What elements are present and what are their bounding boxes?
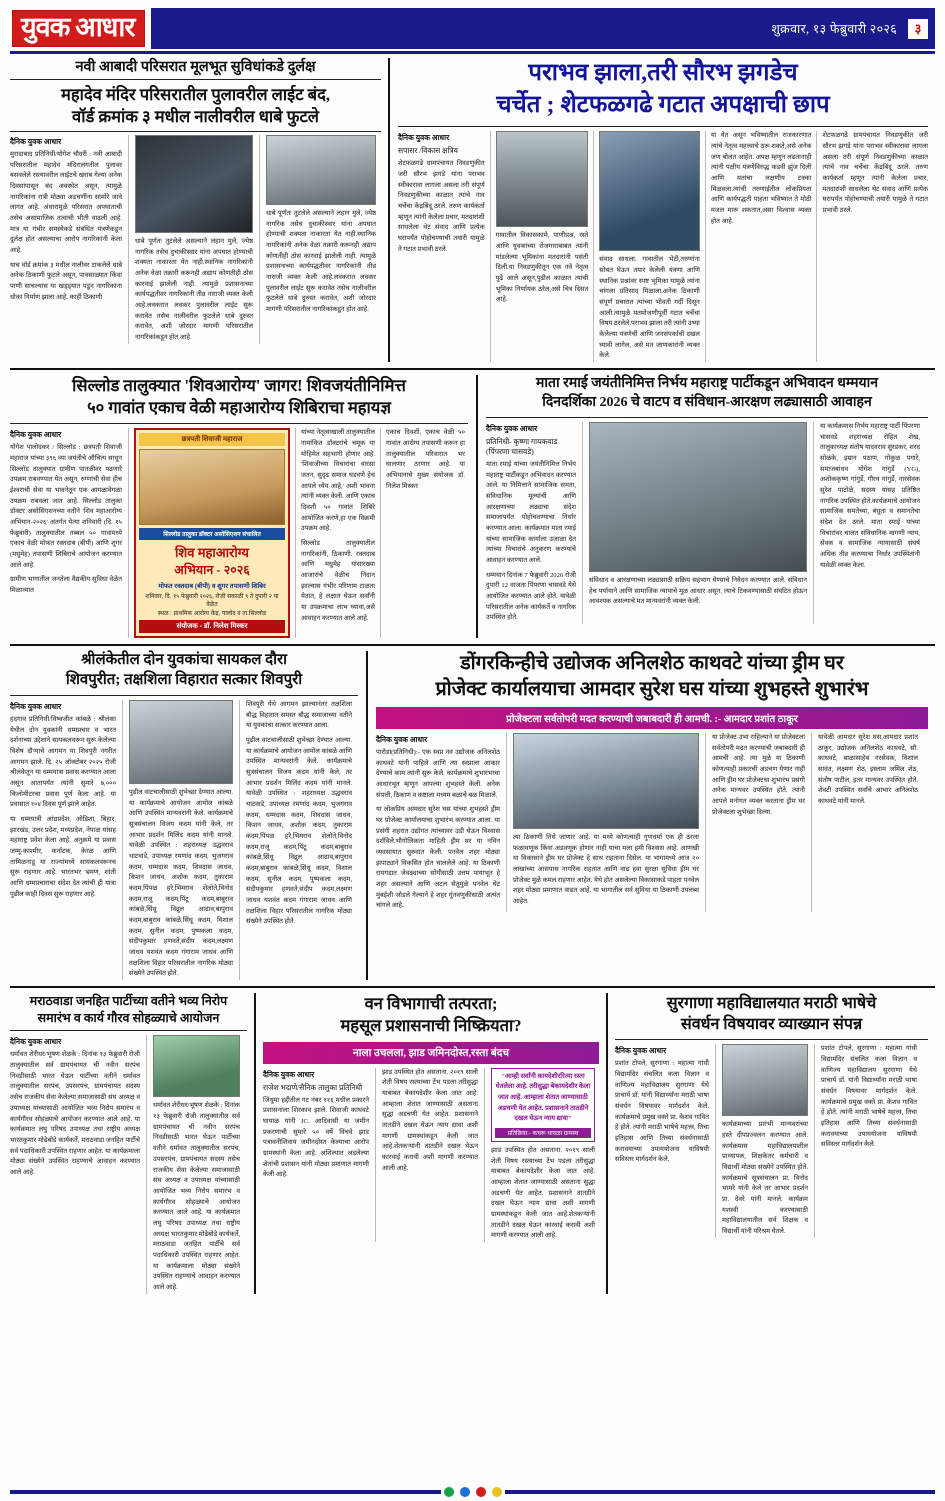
body-col-1: मुरादाबाद प्रतिनिधी/योगेश चौदरी : नवी आबादी परिसरातील महादेव मंदिरालगतील पुलावर बसवलेले रस्त्यावरील लाईटचे खराब गेल्या अनेक दिवसांपासून बंद अवस्थेत असून, त्यामुळे नागरिकांना रात्री मोठ्या अडचणींना सामोरे जावे लागत आहे. अंधारामुळे परिसरात अपघाताची तसेच असामाजिक तत्वांची भीती वाढली आहे. मात्र या गंभीर समस्येकडे संबंधित यंत्रणेकडून दुर्लक्ष होत असल्याचा आरोप नागरिकांनी केला आहे. xyxy=(10,151,122,255)
cycle-body xyxy=(10,700,358,980)
byline: दैनिक युवक आधार xyxy=(10,137,62,146)
byline: दैनिक युवक आधार xyxy=(486,423,538,433)
cycle-col-3: शिवपुरी येथे आगमन झाल्यानंतर तक्षशिला बौद्ध विहारात समस्त बौद्ध समाजाच्या वतीने या युवकांचा सत्कार करण्यात आला. xyxy=(246,700,352,730)
poster-title-1: शिव महाआरोग्य xyxy=(175,545,249,561)
poster-line-3: स्थळ : प्राथमिक आरोग्य केंद्र, पालोद व ता.सिल्लोड xyxy=(157,611,267,618)
shivarogya-col-2b: सिल्लोड तालुक्यातील नागरिकांनी, ठिकाणी. रक्तदाब आणि मधुमेह यांसारख्या आजारांचे वेळीच निदान झाल्यास गंभीर परिणाम टाळता येतात, हे लक्षात घेऊन सर्वांनी या उपक्रमाचा लाभ घ्यावा,असे आवाहन करण्यात आले आहे. xyxy=(301,540,375,622)
byline: दैनिक युवक आधार xyxy=(10,430,62,440)
cycle-headline-line1: श्रीलंकेतील दोन युवकांचा सायकल दौरा xyxy=(80,652,288,669)
surgana-photo-lecture xyxy=(722,1044,808,1116)
color-dot-green xyxy=(444,1487,454,1497)
shivarogya-headline-line1: सिल्लोड तालुक्यात 'शिवआरोग्य' जागर! शिवजयंतीनिमित्त xyxy=(72,376,406,396)
marathwada-headline-line1: मराठवाडा जनहित पार्टीच्या वतीने भव्य निरोप xyxy=(29,993,228,1008)
poster-line-1: मोफत रक्तदाब (बीपी) व शुगर तपासणी शिबिर xyxy=(158,583,266,591)
article-shivarogya xyxy=(10,375,476,638)
shivarogya-headline-line2: ५० गावांत एकाच वेळी महाआरोग्य शिबिराचा महायज्ञ xyxy=(87,398,391,418)
poster-ribbon: सिल्लोड तालुका डॉक्टर असोसिएशन संचालित xyxy=(139,528,285,540)
ramai-body xyxy=(486,422,928,624)
marathwada-headline-line2: समारंभ व कार्य गौरव सोहळ्याचे आयोजन xyxy=(37,1010,220,1025)
cycle-photo-ceremony xyxy=(129,700,233,784)
ramai-photo-group xyxy=(589,422,807,572)
second-section xyxy=(10,368,935,638)
article-dream-home xyxy=(366,651,928,980)
surgana-col-1: प्रशांत टोपले, सुरगाणा : महात्मा गांधी विद्यामंदिर संचलित कला विज्ञान व वाणिज्य महाविद्यालय सुरगाणा येथे प्राचार्य डॉ. यांनी विद्यार्थ्यांना मराठी भाषा संवर्धन विषयावर मार्गदर्शन केले. कार्यक्रमाचे प्रमुख वक्ते प्रा. केशव गावित हे होते. त्यांनी मराठी भाषेचे महत्त्व, तिचा इतिहास आणि तिच्या संवर्धनासाठी करावयाच्या उपाययोजना याविषयी सविस्तर मार्गदर्शन केले. xyxy=(615,1060,709,1164)
ramai-col-3: या कार्यक्रमास निर्भय महाराष्ट्र पार्टी पिंपरणा चासवडे शहराध्यक्ष रोहित शेख, तालुकाध्यक्ष संतोष यादवराव सुरडकर, शरद सोळंके, इम्रान पठाण, गोकुळ पगारे, समाजबांधव योगेश गांगुर्डे (YG), अशोककृष्ण गांगुर्डे, गौरव गांगुर्डे, नारसेवक सुरेश पाटोळे, सदस्य यांसह प्रतिष्ठित नागरिक उपस्थित होते.कार्यक्रमाचे आयोजन सामाजिक समतेच्या, बंधुता व समानतेचा संदेश देत ठरले. माता रमाई यांच्या विचारांवर चालत संविधानिक मागणी न्याय, सेवक व सामाजिक न्यायासाठी संघर्ष अधिक तीव्र करण्याचा निर्धार उपस्थितांनी यावेळी व्यक्त केला. xyxy=(820,422,920,569)
article-marathwada xyxy=(10,993,254,1294)
forest-banner: नाला उचलला, झाड जमिनदोस्त,रस्ता बंदच xyxy=(263,1042,599,1064)
color-dot-red xyxy=(476,1487,486,1497)
body-col-1b: याच वॉर्ड क्रमांक ३ मधील नालीवर टाकलेले धाबे अनेक ठिकाणी फुटले असून, पावसाळ्यात किंवा पाणी साचल्यास या खड्ड्यात पडून नागरिकांना धोका निर्माण झाला आहे. काही ठिकाणी xyxy=(10,261,122,301)
dreamhome-banner: प्रोजेक्टला सर्वतोपरी मदत करण्याची जबाबदारी ही आमची. :- आमदार प्रशांत ठाकूर xyxy=(376,707,928,729)
poster-organizer: संयोजक - डॉ. निलेश मिस्कर xyxy=(139,620,285,633)
forest-body xyxy=(263,1068,599,1242)
sub-byline: राजेश भदाणे/सैनिक तालुका प्रतिनिधी xyxy=(263,1082,363,1092)
article-forest xyxy=(254,993,606,1294)
shivarogya-poster xyxy=(128,428,296,638)
dreamhome-col-4: यावेळी आमदार सुरेश घस,आमदार प्रशांत ठाकूर, उद्योजक अनिलशेठ काथवटे, सौ. काथवटे, बाळासाहेब नरसेवक, विशाल सावंत, लक्ष्मण शेठ, इस्लाम जमिल शेठ, संतोष पाटील, इतर मान्यवर उपस्थित होते. शेवटी उपस्थित सर्वांचे आभार अनिलशेठ काथवटे यांनी मानले. xyxy=(818,733,918,805)
byline: दैनिक युवक आधार xyxy=(263,1069,315,1079)
surgana-body xyxy=(615,1044,928,1237)
poster-portrait xyxy=(139,449,285,525)
dreamhome-headline-line2: प्रोजेक्ट कार्यालयाचा आमदार सुरेश घस यांच्या शुभहस्ते शुभारंभ xyxy=(435,678,869,700)
saurabh-body xyxy=(398,131,928,362)
forest-quote-box xyxy=(491,1068,595,1142)
byline: दैनिक युवक आधार xyxy=(615,1046,667,1056)
article-surgana xyxy=(606,993,928,1294)
cycle-col-1b: या धम्मयात्री आंध्रप्रदेश, ओडिशा, बिहार, झारखंड, उत्तर प्रदेश, मध्यप्रदेश, नेपाळ यांसह महाराष्ट्र प्रवेश केला आहे. अनुक्रमे या प्रवास जम्मू-काश्मीर, कर्नाटक, केरळ आणि तामिळनाडू या राज्यांमध्ये सायकलवरूनच सुरू राहणार आहे. भारतभर भ्रमण, शांती आणि धम्मप्रचाराचा संदेश देत त्यांची ही यात्रा पुढील काही दिवस सुरू राहणार आहे. xyxy=(10,815,116,898)
article-ramai xyxy=(476,375,928,638)
cycle-col-1: हदगाव प्रतिनिधी/विष्वजीत कांबळे : श्रीलंका येथील दोन युवकांनी धम्मप्रचार व भारत दर्शनाच्या उद्देशाने सायकलवरून सुरू केलेल्या विशेष दौऱ्याचे आगमन या शिवपुरी नगरीत आगमन झाले. दि. २५ ऑक्टोबर २०२५ रोजी श्रीलंकेतून या धम्मयात्रा प्रवास करण्यात आला असून आतापर्यंत त्यांनी सुमारे ७,००० किलोमीटरचा प्रवास पूर्ण केला आहे. या प्रवासात १०४ दिवस पूर्ण झाले आहेत. xyxy=(10,715,116,809)
shivarogya-col-3: एकाच दिवशी, एकाच वेळी ५० गावांत आरोग्य तपासणी करून हा तालुक्यातील परिवारात भर घालणार ठरणार आहे. या अभियानाचे मुख्य संयोजक डॉ. निलेश मिस्कर xyxy=(386,429,465,490)
article-photo-drain xyxy=(266,135,376,205)
saurabh-col-5: शेटफळगढे ग्रामपंचायत निवडणुकीत जरी सौरभ झगडे यांना पराभव स्वीकारावा लागला असला तरी संपूर्ण निवडणुकीच्या काळात त्यांचे नाव चर्चेचा केंद्रबिंदू ठरले. तरुण कार्यकर्ता म्हणून त्यांनी केलेला प्रचार, मतदारांशी साधलेला थेट संवाद आणि प्रत्येक घरापर्यंत पोहोचण्याची तयारी यामुळे ते गटात प्रभावी ठरले. xyxy=(822,132,929,215)
body-col-2: धाबे पूर्णतः तुटलेले असल्याने लहान मुले, ज्येष्ठ नागरिक तसेच दुचाकीस्वार यांना अपघात होण्याची शक्यता नाकारता येत नाही.स्थानिक नागरिकांनी अनेक वेळा तक्रारी करूनही अद्याप कोणतीही ठोस कारवाई झालेली नाही. त्यामुळे प्रशासनाच्या कार्यपद्धतीवर नागरिकांनी तीव्र नाराजी व्यक्त केली आहे.लवकरात लवकर पुलावरील लाईट सुरू करावेत तसेच नालीवरील फुटलेले धाबे दुरुस्त करावेत, अशी जोरदार मागणी परिसरातील नागरिकांकडून होत आहे. xyxy=(135,238,253,342)
marathwada-col-1: धर्मावत शेरीधर/भूषण शेळके : दिनांक १३ फेब्रुवारी रोजी तालुक्यातील सर्व ग्रामपंचायत ची नवीन सरपंच निवडीसाठी भारत घेऊन पार्टीच्या वतीने धर्मावत तालुक्यातील सरपंच, उपसरपंच, ग्रामपंचायत सदस्य तसेच राजकीय सेवा केलेल्या समाजासाठी संघ अध्यक्ष व उपाध्यक्ष यांच्यासाठी आयोजित भव्य निरोप समारंभ व कार्यगौरव सोहळ्याचे आयोजन करण्यात आले आहे. या कार्यक्रमात लघु परिषद उपाध्यक्ष तथा राष्ट्रीय अध्यक्ष भारतकुमार मोढेबोडे कार्यकर्ते, मराठवाडा जनहित पार्टीचे सर्व पदाधिकारी उपस्थित राहणार आहेत. या कार्यक्रमाला मोठ्या संख्येने उपस्थित राहण्याचे आवाहन करण्यात आले आहे. xyxy=(10,1051,140,1176)
forest-headline-line1: वन विभागाची तत्परता; xyxy=(364,993,498,1013)
saurabh-col-3: संवाद साधला. गावातील भेटी,तरुणांना सोबत घेऊन तयार केलेली यंत्रणा आणि स्थानिक प्रश्नांवर स्पष्ट भूमिका यामुळे त्यांना चांगला प्रतिसाद मिळाला.अनेक ठिकाणी संपूर्ण प्रचारात त्यांच्या भोवती गर्दी दिसून आली.त्यामुळे मतमोजणीपूर्वी गटात चर्चेचा विषय ठरलेले.पराभव झाला तरी त्यांनी उभ्या केलेल्या यंत्रणेची आणि जनसंपर्काची दखल घ्यावी लागेल, असे मत जाणकारांनी व्यक्त केले. xyxy=(599,256,700,360)
article-kicker: नवी आबादी परिसरात मूलभूत सुविधांकडे दुर्लक्ष xyxy=(10,58,381,80)
forest-col-2: झाड उपस्थित होत असताना. २०१९ साली शेती विषय रस्त्याच्या टेंभ पडला तरीसुद्धा याबाबत बेकायदेशीर केला जात आहे. आम्हाला शेतात जाण्यासाठी असताना सुद्धा अडचणी येत आहेत. प्रशासनाने तातडीने दखल घेऊन न्याय द्यावा अशी मागणी ग्रामस्थांकडून केली जात आहे.शेतकऱ्यांनी तातडीने दखल घेऊन कारवाई करावी अशी मागणी करण्यात आली आहे. xyxy=(382,1068,478,1172)
dreamhome-col-2: त्या ठिकाणी तिथे जाणार आहे. या मध्ये कोणत्याही गुणधर्मा एक ही ठरला फळावणूक किंवा अडवणूक होणार नाही याचा मला हमी विश्वास आहे. आणखी या विकासाने ड्रीम घर प्रोजेक्ट हे साथ राहताना दिसेल. या भागामध्ये आज २० लाखांच्या आसपास नागरिक राहतात आणि वाढ हवा सुरक्षा सुविधा ड्रीम घर प्रोजेक्ट मुळे कमल राहणार आहेत. येथे होत असलेल्या विकासाकडे पाहता पनवेल शहर मोठ्या प्रमाणात वाढत आहे. या भागातील सर्व सुविधा या ठिकाणी उपलब्ध आहेत. xyxy=(513,833,699,905)
shivarogya-col-1: योगेश पालोदकर / सिल्लोड : छत्रपती शिवाजी महाराज यांच्या ३९६ व्या जयंतीचे औचित्य साधून सिल्लोड तालुक्यात ग्रामीण पातळीवर पढणारे उपक्रम राबवण्यात येत असून, रुग्णांची सेवा हीच ईश्वराची सेवा या भावनेतून एक आगळावेगळा उपक्रम राबवला जात आहे. सिल्लोड तालुका डॉक्टर असोसिएशनच्या वतीने 'शिव महाआरोग्य अभियान-२०२६' अंतर्गत येत्या शनिवारी (दि. १५ फेब्रुवारी) तालुक्यातील तब्बल ५० गावांमध्ये एकाच वेळी मोफत रक्तदाब (बीपी) आणि शुगर (मधुमेह) तपासणी शिबिराचे आयोजन करण्यात आले आहे. xyxy=(10,444,122,569)
article-saurabh xyxy=(388,58,928,362)
article-cycle-tour xyxy=(10,651,366,980)
forest-headline-line2: महसूल प्रशासनाची निष्क्रियता? xyxy=(340,1015,522,1035)
surgana-headline-line1: सुरगाणा महाविद्यालयात मराठी भाषेचे xyxy=(666,994,877,1012)
ramai-headline-line1: माता रमाई जयंतीनिमित्त निर्भय महाराष्ट्र पार्टीकडून अभिवादन धम्मयान xyxy=(536,376,878,392)
sub-byline: प्रतिनिधी- कृष्णा गायकवाड (पिंपरणा चासवडे) xyxy=(486,436,558,456)
article-photo-night-road xyxy=(135,135,253,233)
marathwada-body xyxy=(10,1035,247,1293)
saurabh-photo-rally xyxy=(496,131,589,227)
saurabh-col-2: गावातील विकासकामे, पाणीप्रश्न, रस्ते आणि युवकांच्या रोजगाराबाबत त्यांनी मांडलेल्या भूमिकांना मतदारांनी पसंती दिली.या निवडणुकीतून एक नवे नेतृत्व पुढे आले असून,पुढील काळात त्यांची भूमिका निर्णायक ठरेल,असे चित्र दिसत आहे. xyxy=(495,232,589,304)
poster-title-2: अभियान - २०२६ xyxy=(174,563,250,578)
saurabh-headline-line2: चर्चेत ; शेटफळगढे गटात अपक्षाची छाप xyxy=(496,91,830,118)
article-headline-line1: महादेव मंदिर परिसरातील पुलावरील लाईट बंद, xyxy=(61,85,330,105)
saurabh-photo-portrait xyxy=(599,131,700,251)
masthead xyxy=(10,8,935,54)
ramai-col-1b: धम्मयान दिनांक 7 फेब्रुवारी 2026 रोजी दुपारी 12 वाजता पिंपरणा चासवडे येथे आयोजित करण्यात आले होते. यावेळी परिसरातील अनेक कार्यकर्ते व नागरिक उपस्थित होते. xyxy=(486,571,576,622)
surgana-col-2: कार्यक्रमाच्या प्रारंभी मान्यवरांच्या हस्ते दीपप्रज्वलन करण्यात आले. कार्यक्रमास महाविद्यालयातील प्राध्यापक, शिक्षकेतर कर्मचारी व विद्यार्थी मोठ्या संख्येने उपस्थित होते. कार्यक्रमाचे सूत्रसंचालन प्रा. विनोद भामरे यांनी केले तर आभार प्रदर्शन प्रा. देवरे यांनी मानले. कार्यक्रम यशस्वी करण्यासाठी महाविद्यालयातील सर्व शिक्षक व विद्यार्थी यांनी परिश्रम घेतले. xyxy=(722,1121,808,1235)
poster-line-2: शनिवार, दि. १५ फेब्रुवारी २०२६, रोजी सकाळी ९ ते दुपारी २ या वेळेत xyxy=(145,594,279,609)
forest-quote: "आम्ही सर्वांनी कायदेशीररित्या रस्ता घेतलेला आहे. तरीसुद्धा बेकायदेशीर केला जात आहे. आम्हाला शेतात जाण्यासाठी अडचणी येत आहेत. प्रशासनाने तातडीने दखल घेऊन न्याय द्यावा" xyxy=(495,1072,591,1123)
dreamhome-photo-inauguration xyxy=(513,733,699,829)
marathwada-col-2: धर्मावत शेरीधर/भूषण शेळके : दिनांक १३ फेब्रुवारी रोजी तालुक्यातील सर्व ग्रामपंचायत ची नवीन सरपंच निवडीसाठी भारत घेऊन पार्टीच्या वतीने धर्मावत तालुक्यातील सरपंच, उपसरपंच, ग्रामपंचायत सदस्य तसेच राजकीय सेवा केलेल्या समाजासाठी संघ अध्यक्ष व उपाध्यक्ष यांच्यासाठी आयोजित भव्य निरोप समारंभ व कार्यगौरव सोहळ्याचे आयोजन करण्यात आले आहे. या कार्यक्रमात लघु परिषद उपाध्यक्ष तथा राष्ट्रीय अध्यक्ष भारतकुमार मोढेबोडे कार्यकर्ते, मराठवाडा जनहित पार्टीचे सर्व पदाधिकारी उपस्थित राहणार आहेत. या कार्यक्रमाला मोठ्या संख्येने उपस्थित राहण्याचे आवाहन करण्यात आले आहे. xyxy=(153,1102,240,1291)
footer-color-bar xyxy=(10,1487,935,1497)
masthead-strip xyxy=(151,8,935,49)
third-section xyxy=(10,644,935,980)
color-dot-yellow xyxy=(492,1487,502,1497)
ramai-headline-line2: दिनदर्शिका 2026 चे वाटप व संविधान-आरक्षण लढ्यासाठी आवाहन xyxy=(542,394,872,410)
saurabh-headline-line1: पराभव झाला,तरी सौरभ झगडेच xyxy=(528,60,798,86)
dreamhome-sub-byline: पारोडा(प्रतिनिधी):- एक स्वप्न नव उद्योजक अनिलशेठ काथवटे यांनी पाहिले आणि त्या स्वप्नाला आकार देण्याचे काम त्यांनी सुरू केले. कार्यक्रमाचे शुभारंभाचा आधारभूत म्हणून आपल्या शुभहस्ते केली. अनेक संपत्ती, ठिकाण व कष्टाला मध्यम बळाचे बळ मिळाले. xyxy=(376,748,500,799)
cycle-col-2: पुढील वाटचालीसाठी शुभेच्छा देण्यात आल्या. या कार्यक्रमाचे आयोजन आमोल कांबळे आणि उपस्थित मान्यवरांनी केले. कार्यक्रमाचे सुत्रसंचालन विजय कदम यांनी केले, तर आभार प्रदर्शन मिलिंद कदम यांनी मानले. यावेळी उपस्थित : शहराध्यक्ष उद्धवराव थाटवाडे, उपाध्यक्ष रमणांद कदम, भुजगराव कदम, धम्मदास कदम, शिवदास जाधव, किशन जाधव, अशोक कदम, तुकाराम कदम,पिंपळ हरे,भिमराव शेलोते,विनोद कदम,राजू कदम,पिंटू कदम,बाबुराव कांबळे,सिंधू विद्रुल आढाव,बापुराव कदम,बाबुराव कांबळे,सिंधू कदम, विशाल कदम, सुनील कदम, पुष्पकला कदम, संदीपकुमार हणवते,संदीप कदम,लक्ष्मण जाधव यशवंत कदम गंगाराम जाधव आणि तक्षशिला विहार परिसरातील नागरिक मोठ्या संख्येने उपस्थित होते. xyxy=(129,788,233,978)
article-body xyxy=(10,135,381,344)
byline: दैनिक युवक आधार xyxy=(398,133,450,143)
byline: दैनिक युवक आधार xyxy=(10,701,62,711)
saurabh-col-4: या येत असून भविष्यातील राजकारणात त्यांचे नेतृत्व महत्त्वाचे ठरू शकते,असे अनेक जण बोलत आहेत. अपक्ष म्हणून लढतानाही त्यांनी पक्षीय यंत्रणेविरुद्ध कडवी झुंज दिली आणि मतांचा लक्षणीय टक्का मिळवला.त्यांची तरुणाईतील लोकप्रियता आणि कार्यपद्धती पाहता भविष्यात ते मोठी मजल मारू शकतात,असा विश्वास व्यक्त होत आहे. xyxy=(710,132,812,225)
forest-col-3: झाड उपस्थित होत असताना. २०१९ साली शेती विषय रस्त्याच्या टेंभ पडला तरीसुद्धा याबाबत बेकायदेशीर केला जात आहे. आम्हाला शेतात जाण्यासाठी असताना सुद्धा अडचणी येत आहेत. प्रशासनाने तातडीने दखल घेऊन न्याय द्यावा अशी मागणी ग्रामस्थांकडून केली जात आहे.शेतकऱ्यांनी तातडीने दखल घेऊन कारवाई करावी अशी मागणी करण्यात आली आहे. xyxy=(491,1146,595,1240)
shivarogya-col-1b: ग्रामीण भागातील जनतेला वैद्यकीय सुविधा वेळेत मिळाव्यात xyxy=(10,576,122,595)
newspaper-logo xyxy=(10,8,151,49)
surgana-col-3: प्रशांत टोपले, सुरगाणा : महात्मा गांधी विद्यामंदिर संचलित कला विज्ञान व वाणिज्य महाविद्यालय सुरगाणा येथे प्राचार्य डॉ. यांनी विद्यार्थ्यांना मराठी भाषा संवर्धन विषयावर मार्गदर्शन केले. कार्यक्रमाचे प्रमुख वक्ते प्रा. केशव गावित हे होते. त्यांनी मराठी भाषेचे महत्त्व, तिचा इतिहास आणि तिच्या संवर्धनासाठी करावयाच्या उपाययोजना याविषयी सविस्तर मार्गदर्शन केले. xyxy=(821,1045,917,1149)
ramai-col-1: माता रमाई यांच्या जयंतीनिमित्त निर्भय महाराष्ट्र पार्टीकडून अभिवादन करण्यात आले. या निमित्ताने सामाजिक समता, संविधानिक मूल्यांची आणि आरक्षणाच्या लढ्याचा संदेश समाजापर्यंत पोहोचवण्याचा निर्धार करण्यात आला. कार्यक्रमात माता रमाई यांच्या सामाजिक कार्याला उजाळा देत त्यांच्या विचारांचे अनुकरण करण्याचे आवाहन करण्यात आले. xyxy=(486,460,576,564)
ramai-col-2: संविधान व आरक्षणाच्या लढ्यासाठी सक्रिय सहभाग घेण्याचे निवेदन करण्यात आले. संविधान हेच पर्यायाने आणि सामाजिक न्यायाचे मूळ आधार असून, त्याचे टिकवण्यासाठी संघटित होऊन आवश्यक असल्याचे मत मान्यवरांनी व्यक्त केली. xyxy=(589,576,807,606)
publication-date: शुक्रवार, १३ फेब्रुवारी २०२६ xyxy=(771,22,897,36)
fourth-section xyxy=(10,986,935,1294)
page-number: ३ xyxy=(907,18,929,40)
body-col-3: धाबे पूर्णतः तुटलेले असल्याने लहान मुले, ज्येष्ठ नागरिक तसेच दुचाकीस्वार यांना अपघात होण्याची शक्यता नाकारता येत नाही.स्थानिक नागरिकांनी अनेक वेळा तक्रारी करूनही अद्याप कोणतीही ठोस कारवाई झालेली नाही. त्यामुळे प्रशासनाच्या कार्यपद्धतीवर नागरिकांनी तीव्र नाराजी व्यक्त केली आहे.लवकरात लवकर पुलावरील लाईट सुरू करावेत तसेच नालीवरील फुटलेले धाबे दुरुस्त करावेत, अशी जोरदार मागणी परिसरातील नागरिकांकडून होत आहे. xyxy=(266,210,376,314)
marathwada-photo-portrait xyxy=(153,1035,240,1097)
byline: दैनिक युवक आधार xyxy=(10,1037,62,1047)
poster-top-label: छत्रपती शिवाजी महाराज xyxy=(139,433,285,446)
cycle-headline-line2: शिवपुरीत; तक्षशिला विहारात सत्कार शिवपुरी xyxy=(65,672,303,689)
byline: दैनिक युवक आधार xyxy=(376,734,428,744)
cycle-col-3b: पुढील वाटचालीसाठी शुभेच्छा देण्यात आल्या. या कार्यक्रमाचे आयोजन आमोल कांबळे आणि उपस्थित मान्यवरांनी केले. कार्यक्रमाचे सुत्रसंचालन विजय कदम यांनी केले, तर आभार प्रदर्शन मिलिंद कदम यांनी मानले. यावेळी उपस्थित : शहराध्यक्ष उद्धवराव थाटवाडे, उपाध्यक्ष रमणांद कदम, भुजगराव कदम, धम्मदास कदम, शिवदास जाधव, किशन जाधव, अशोक कदम, तुकाराम कदम,पिंपळ हरे,भिमराव शेलोते,विनोद कदम,राजू कदम,पिंटू कदम,बाबुराव कांबळे,सिंधू विद्रुल आढाव,बापुराव कदम,बाबुराव कांबळे,सिंधू कदम, विशाल कदम, सुनील कदम, पुष्पकला कदम, संदीपकुमार हणवते,संदीप कदम,लक्ष्मण जाधव यशवंत कदम गंगाराम जाधव आणि तक्षशिला विहार परिसरातील नागरिक मोठ्या संख्येने उपस्थित होते. xyxy=(246,736,352,926)
top-section xyxy=(10,58,935,362)
article-streetlight xyxy=(10,58,388,362)
saurabh-col-1: शेटफळगढे ग्रामपंचायत निवडणुकीत जरी सौरभ झगडे यांना पराभव स्वीकारावा लागला असला तरी संपूर्ण निवडणुकीच्या काळात त्यांचे नाव चर्चेचा केंद्रबिंदू ठरले. तरुण कार्यकर्ता म्हणून त्यांनी केलेला प्रचार, मतदारांशी साधलेला थेट संवाद आणि प्रत्येक घरापर्यंत पोहोचण्याची तयारी यामुळे ते गटात प्रभावी ठरले. xyxy=(398,160,485,253)
dreamhome-col-1: या लोकप्रिय आमदार सुरेश घस यांच्या शुभहस्ते ड्रीम घर प्रोजेक्ट कार्यालयाचा शुभारंभ करण्यात आला. या प्रसंगी शहरात उद्योगत त्यांच्यावर उडी घेऊन विश्वास दर्शविले.भौगोलिकता माहिती ड्रीम घर या नविन व्यवसायात सुरुवात केली. पनवेल शहर मोठ्या झपाट्याने विकसित होत चाललेले आहे. या ठिकाणी रायगडात जेवढ्याच्या सोयीसाठी उत्तम पायाभूत हे शहर असल्याने आणि अटल सेतूमुळे पनवेल थेट मुंबईशी जोडले गेल्याने हे शहर गुंतवणुकीसाठी अत्यंत चांगले आहे. xyxy=(376,806,500,910)
article-headline-line2: वॉर्ड क्रमांक ३ मधील नालीवरील धाबे फुटले xyxy=(72,106,319,126)
forest-quote-attribution: प्रतिक्रिया:- कचरू थावळा ग्रामस्थ xyxy=(495,1128,591,1138)
dreamhome-col-3: या प्रोजेक्ट उभा राहिल्याने या प्रोजेक्टला सर्वतोपरी मदत करण्याची जबाबदारी ही आमची आहे. त्या मुळे या ठिकाणी कोणत्याही प्रकारची अडचण येणार नाही आणि ड्रीम घर प्रोजेक्टचा शुभारंभ प्रसंगी अनेक मान्यवर उपस्थित होते. त्यांनी आपले मनोगत व्यक्त करताना ड्रीम घर प्रोजेक्टला शुभेच्छा दिल्या. xyxy=(712,733,805,816)
shivarogya-body xyxy=(10,428,468,638)
sub-byline: सपासर /विकास क्षत्रिय xyxy=(398,146,458,156)
dreamhome-body xyxy=(376,733,928,912)
dreamhome-headline-line1: डोंगरकिन्हीचे उद्योजक अनिलशेठ काथवटे यांच्या ड्रीम घर xyxy=(460,653,844,675)
forest-col-1: जिंधुमा हद्दीतील गट नंबर ११६ मधील प्रकारने प्रशासनाला शिरकाव झाले. शिवाजी काथवटे घायाळ यांनी JC. आदिवासी या जमीन प्रकरणाची सुमारे ५० वर्षे विंचवे झाड पत्रावनीशिवाय जमीनदोस्त केल्याचा आरोप ग्रामस्थांनी केला आहे. अशिल्पात अडलेल्या शेतांची प्रशासन यांनी मोठ्या प्रमाणात मागणी केली आहे. xyxy=(263,1096,369,1179)
surgana-headline-line2: संवर्धन विषयावर व्याख्यान संपन्न xyxy=(680,1016,863,1034)
logo-text: युवक आधार xyxy=(12,10,145,47)
color-dot-blue xyxy=(460,1487,470,1497)
shivarogya-col-2: यांच्या नेतृत्वाखाली तालुक्यातील नामांकित डॉक्टरांचे चमूक या मोहिमेत सहभागी होणार आहे. 'शिवाजीच्या विचारांचा वारसा जतन, सुदृढ समाज घडवणे हेच आपले ध्येय आहे,' अशी भावना त्यांनी व्यक्त केली. आणि एकाच दिवशी ५० गावांत शिबिरे आयोजित करणे,हा एक विक्रमी उपक्रम आहे. xyxy=(301,429,375,533)
